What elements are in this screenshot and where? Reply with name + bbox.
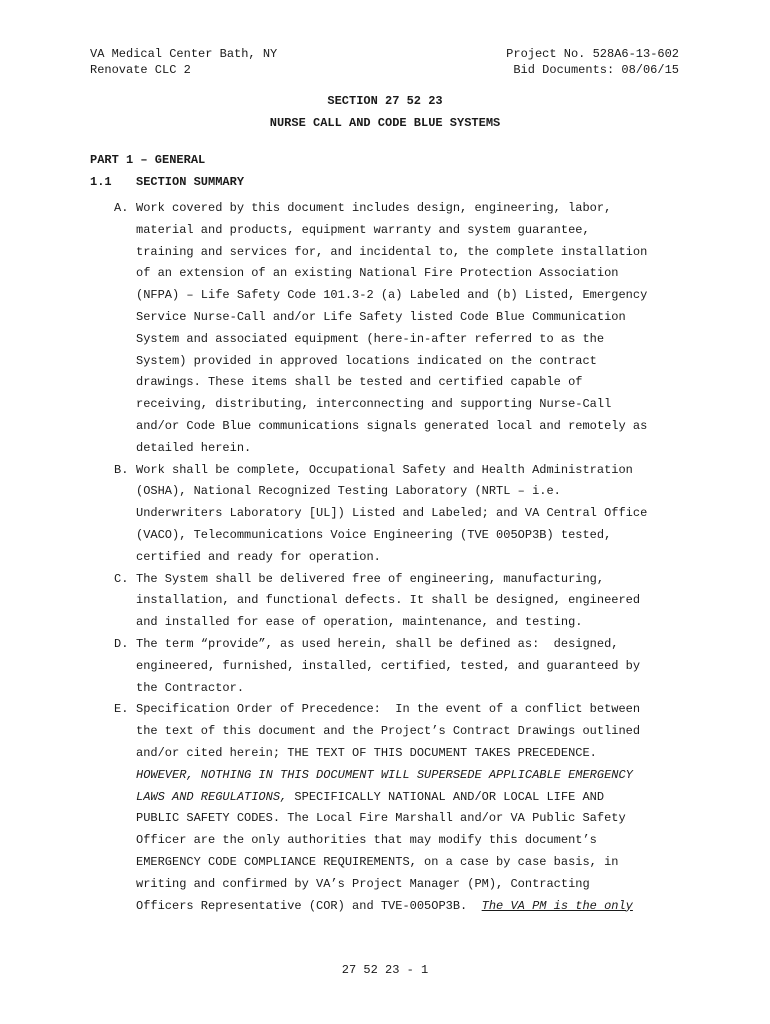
paragraph-line: The System shall be delivered free of engineering, manufacturing, bbox=[136, 571, 605, 586]
paragraph-label: B. bbox=[114, 462, 129, 477]
facility-name: VA Medical Center Bath, NY bbox=[90, 47, 278, 61]
underlined-phrase: The VA PM is the only bbox=[481, 898, 633, 913]
paragraph-line: drawings. These items shall be tested and certified capable of bbox=[136, 375, 583, 390]
paragraph-line: (VACO), Telecommunications Voice Engineering (TVE 005OP3B) tested, bbox=[136, 527, 612, 542]
paragraph-line: Underwriters Laboratory [UL]) Listed and Labeled; and VA Central Office bbox=[136, 506, 648, 521]
paragraph-d bbox=[114, 634, 684, 699]
paragraph-line: The term “provide”, as used herein, shall be defined as: designed, bbox=[136, 636, 619, 651]
paragraph-line: SPECIFICALLY NATIONAL AND/OR LOCAL LIFE AND bbox=[287, 789, 605, 804]
paragraph-line: Officer are the only authorities that may modify this document’s bbox=[136, 833, 597, 848]
paragraph-label: C. bbox=[114, 571, 129, 586]
part-heading: PART 1 – GENERAL bbox=[90, 153, 206, 167]
paragraph-line: System) provided in approved locations indicated on the contract bbox=[136, 353, 597, 368]
paragraph-line: Service Nurse-Call and/or Life Safety listed Code Blue Communication bbox=[136, 309, 626, 324]
paragraph-line: Specification Order of Precedence: In the event of a conflict between bbox=[136, 702, 641, 717]
header-left bbox=[90, 46, 277, 78]
page-number: 27 52 23 - 1 bbox=[341, 963, 429, 977]
paragraph-line: detailed herein. bbox=[136, 440, 252, 455]
paragraph-label: A. bbox=[114, 201, 129, 215]
paragraph-line: certified and ready for operation. bbox=[136, 549, 381, 564]
bid-documents-date: Bid Documents: 08/06/15 bbox=[513, 63, 679, 77]
paragraph-line: and installed for ease of operation, maintenance, and testing. bbox=[136, 615, 583, 630]
section-title: NURSE CALL AND CODE BLUE SYSTEMS bbox=[269, 116, 501, 130]
paragraph-line: EMERGENCY CODE COMPLIANCE REQUIREMENTS, on a case by case basis, in bbox=[136, 854, 619, 869]
section-number: SECTION 27 52 23 bbox=[327, 94, 443, 108]
paragraph-line: (NFPA) – Life Safety Code 101.3-2 (a) Labeled and (b) Listed, Emergency bbox=[136, 288, 648, 303]
paragraph-line-italic: HOWEVER, NOTHING IN THIS DOCUMENT WILL SUPERSEDE APPLICABLE EMERGENCY bbox=[136, 767, 633, 782]
paragraph-line: (OSHA), National Recognized Testing Laboratory (NRTL – i.e. bbox=[136, 484, 561, 499]
paragraph-label: E. bbox=[114, 702, 129, 717]
header-right bbox=[506, 46, 679, 78]
paragraph-list bbox=[114, 198, 684, 917]
paragraph-e bbox=[114, 699, 684, 917]
paragraph-line: the Contractor. bbox=[136, 680, 245, 695]
subsection-number: 1.1 bbox=[90, 175, 112, 189]
subsection-title: SECTION SUMMARY bbox=[136, 175, 245, 189]
paragraph-line: installation, and functional defects. It shall be designed, engineered bbox=[136, 593, 641, 608]
paragraph-a bbox=[114, 198, 684, 460]
project-number: Project No. 528A6-13-602 bbox=[506, 47, 679, 61]
paragraph-label: D. bbox=[114, 636, 129, 651]
paragraph-line: Work covered by this document includes design, engineering, labor, bbox=[136, 201, 612, 215]
paragraph-line: the text of this document and the Project’s Contract Drawings outlined bbox=[136, 724, 641, 739]
paragraph-line: PUBLIC SAFETY CODES. The Local Fire Marshall and/or VA Public Safety bbox=[136, 811, 626, 826]
paragraph-line: Officers Representative (COR) and TVE-005OP3B. bbox=[136, 898, 482, 913]
paragraph-line: Work shall be complete, Occupational Safety and Health Administration bbox=[136, 462, 633, 477]
paragraph-line: System and associated equipment (here-in-after referred to as the bbox=[136, 331, 605, 346]
paragraph-c bbox=[114, 569, 684, 634]
paragraph-line: writing and confirmed by VA’s Project Manager (PM), Contracting bbox=[136, 876, 590, 891]
paragraph-line: engineered, furnished, installed, certified, tested, and guaranteed by bbox=[136, 658, 641, 673]
paragraph-line: receiving, distributing, interconnecting and supporting Nurse-Call bbox=[136, 397, 612, 412]
paragraph-b bbox=[114, 460, 684, 569]
italic-phrase: LAWS AND REGULATIONS, bbox=[136, 789, 288, 804]
paragraph-line: of an extension of an existing National Fire Protection Association bbox=[136, 266, 619, 281]
paragraph-line: material and products, equipment warranty and system guarantee, bbox=[136, 222, 590, 237]
paragraph-line: and/or Code Blue communications signals generated local and remotely as bbox=[136, 418, 648, 433]
paragraph-line: training and services for, and incidental to, the complete installation bbox=[136, 244, 648, 259]
project-name: Renovate CLC 2 bbox=[90, 63, 191, 77]
subsection-heading bbox=[90, 175, 244, 189]
paragraph-line: and/or cited herein; THE TEXT OF THIS DOCUMENT TAKES PRECEDENCE. bbox=[136, 745, 597, 760]
